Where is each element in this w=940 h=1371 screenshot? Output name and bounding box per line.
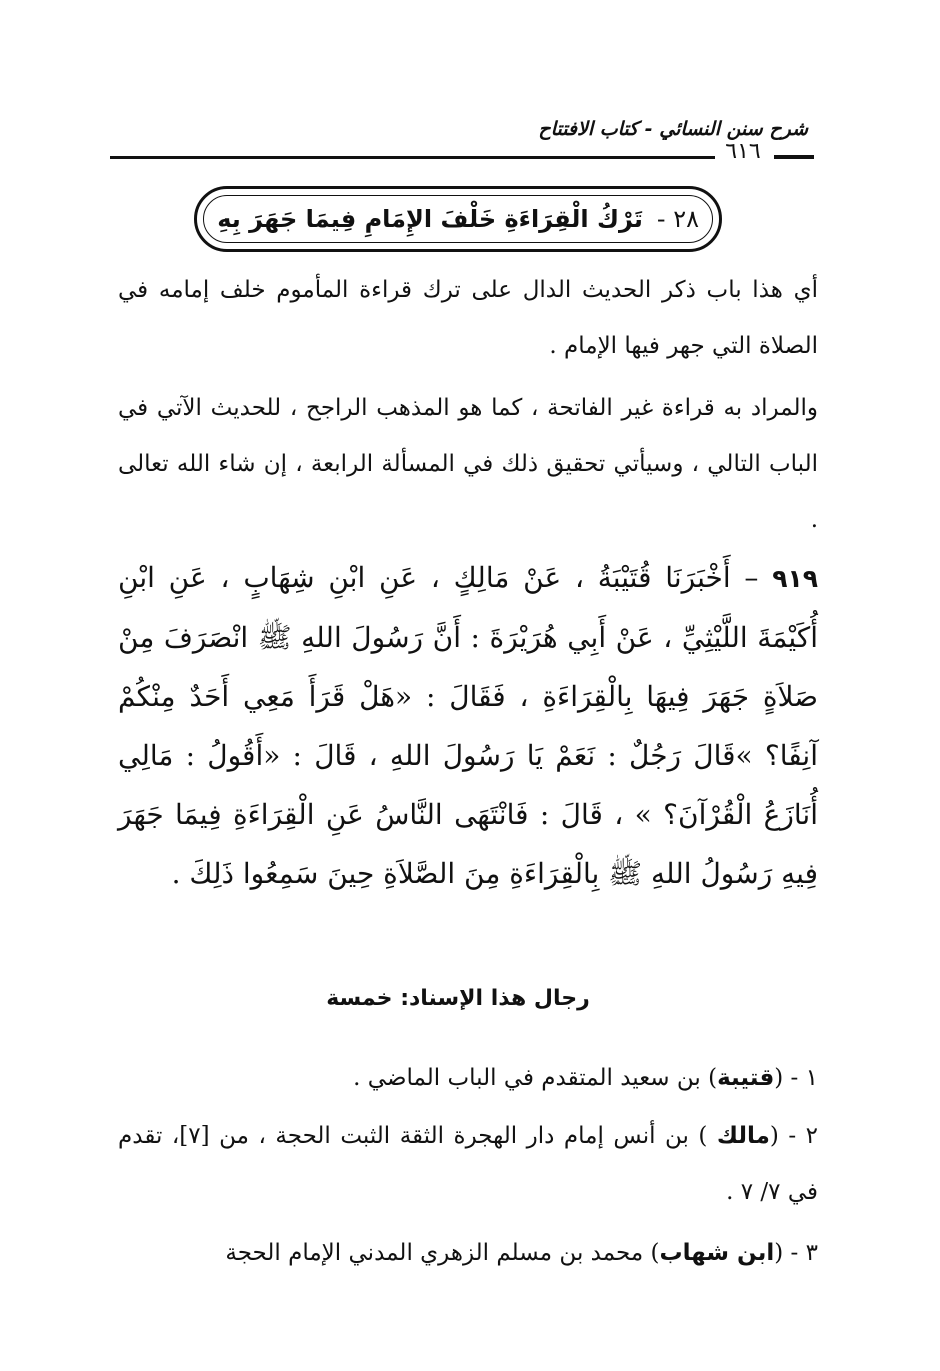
narrator-description: ) بن سعيد المتقدم في الباب الماضي .: [353, 1065, 718, 1091]
header-rule: [110, 156, 715, 159]
hadith-text: [118, 548, 818, 903]
narrator-entry: [118, 1050, 818, 1106]
hadith-number: ٩١٩: [772, 564, 818, 593]
narrator-prefix: ٣ - (: [774, 1240, 818, 1266]
narrator-description: ) محمد بن مسلم الزهري المدني الإمام الحجة: [225, 1240, 660, 1266]
page-number-dash: [774, 155, 814, 159]
isnad-heading: رجال هذا الإسناد: خمسة: [326, 986, 590, 1011]
intro-paragraph: أي هذا باب ذكر الحديث الدال على ترك قراءة المأموم خلف إمامه في الصلاة التي جهر فيها الإمام .: [118, 277, 818, 359]
chapter-title-box: [194, 186, 722, 252]
narrator-entry: [118, 1108, 818, 1220]
chapter-title: [197, 189, 719, 249]
narrator-entry: [118, 1225, 818, 1281]
hadith-body: – أَخْبَرَنَا قُتَيْبَةُ ، عَنْ مَالِكٍ ، عَنِ ابْنِ شِهَابٍ ، عَنِ ابْنِ أُكَيْمَةَ اللَّيْثِيِّ ، عَنْ أَبِي هُرَيْرَةَ : أَنَّ رَسُولَ اللهِ ﷺ انْصَرَفَ مِنْ صَلاَةٍ جَهَرَ فِيهَا بِالْقِرَاءَةِ ، فَقَالَ : «هَلْ قَرَأَ مَعِي أَحَدٌ مِنْكُمْ آنِفًا؟ »قَالَ رَجُلٌ : نَعَمْ يَا رَسُولَ اللهِ ، قَالَ : «أَقُولُ : مَالِي أُنَازَعُ الْقُرْآنَ؟ » ، قَالَ : فَانْتَهَى النَّاسُ عَنِ الْقِرَاءَةِ فِيمَا جَهَرَ فِيهِ رَسُولُ اللهِ ﷺ بِالْقِرَاءَةِ مِنَ الصَّلاَةِ حِينَ سَمِعُوا ذَلِكَ .: [118, 561, 818, 890]
running-title: شرح سنن النسائي - كتاب الافتتاح: [538, 118, 808, 140]
page-number: ٦١٦: [725, 139, 761, 164]
narrator-name: قتيبة: [717, 1065, 775, 1091]
intro-paragraph: والمراد به قراءة غير الفاتحة ، كما هو المذهب الراجح ، للحديث الآتي في الباب التالي ، وسيأتي تحقيق ذلك في المسألة الرابعة ، إن شاء الله تعالى .: [118, 395, 818, 533]
narrator-prefix: ٢ - (: [769, 1123, 818, 1149]
narrator-name: ابن شهاب: [659, 1240, 775, 1266]
chapter-title-text: تَرْكُ الْقِرَاءَةِ خَلْفَ الإِمَامِ فِيمَا جَهَرَ بِهِ: [217, 205, 643, 233]
narrator-description: ) بن أنس إمام دار الهجرة الثقة الثبت الحجة ، من [٧]، تقدم في ٧/ ٧ .: [118, 1123, 818, 1205]
narrator-name: مالك: [716, 1123, 770, 1149]
chapter-number: ٢٨ -: [656, 205, 699, 233]
narrator-prefix: ١ - (: [774, 1065, 818, 1091]
